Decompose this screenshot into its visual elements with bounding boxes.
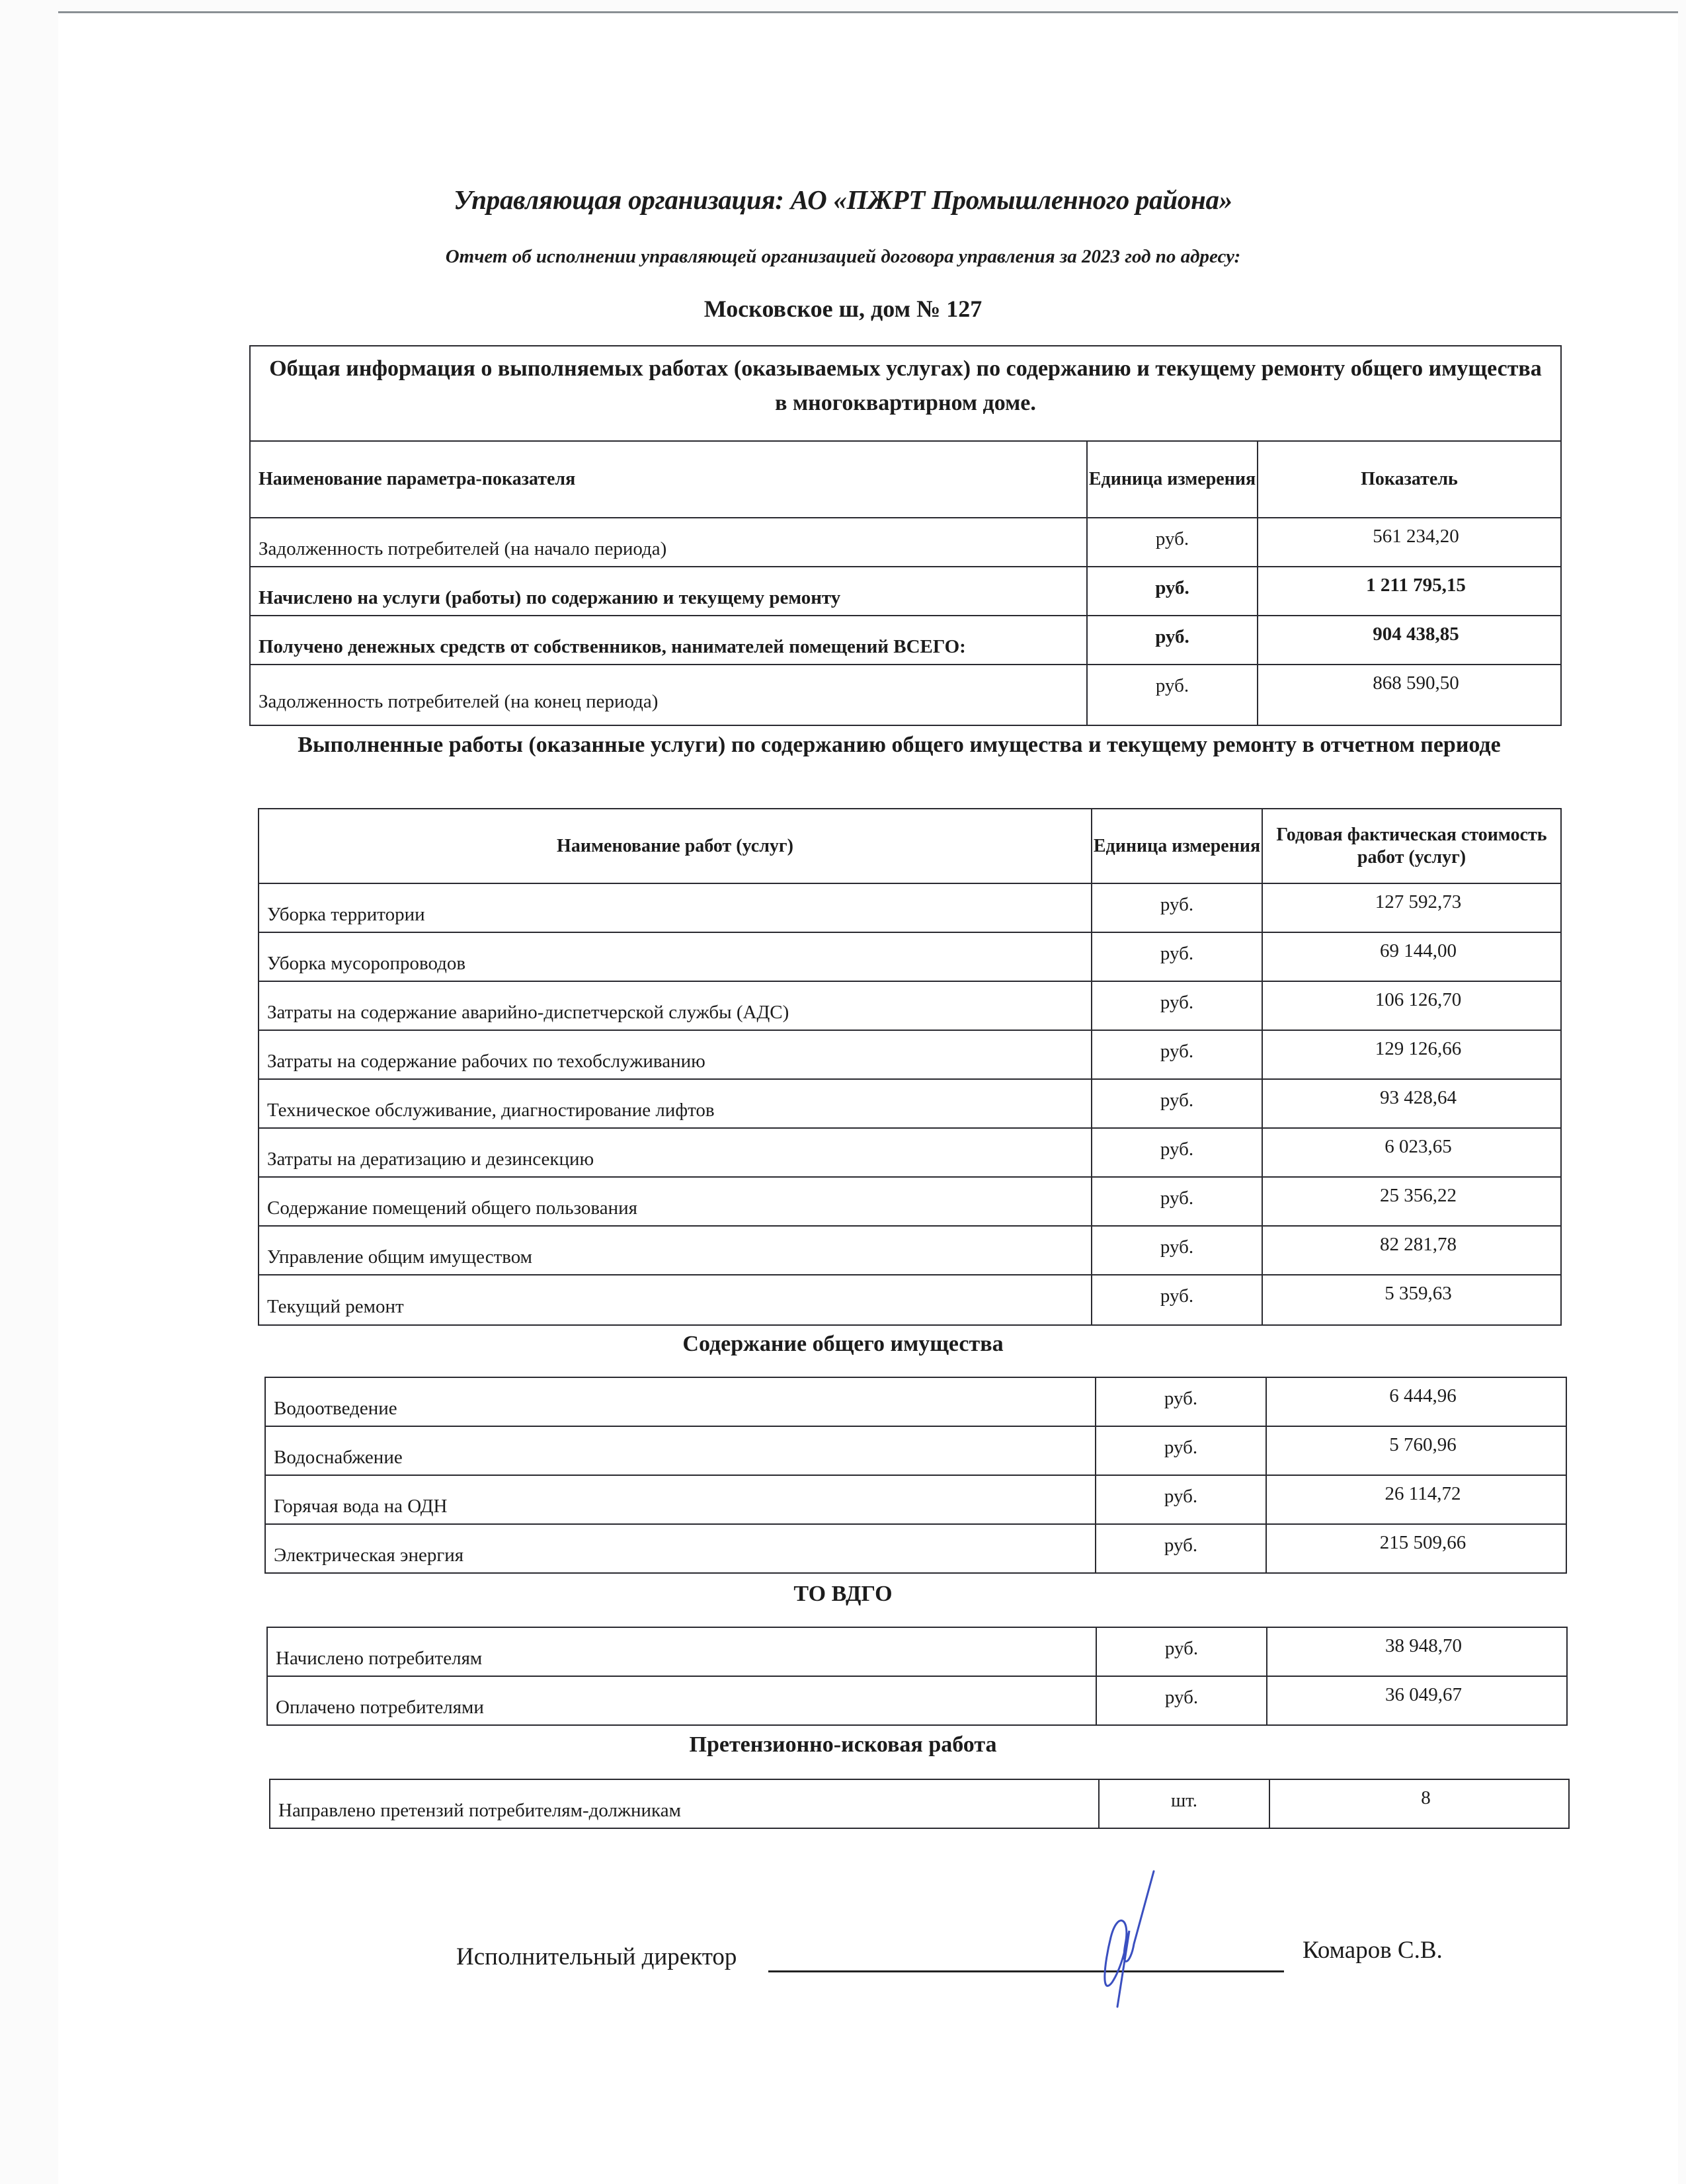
column-header-value: Показатель <box>1258 441 1561 518</box>
row-value: 36 049,67 <box>1267 1676 1567 1725</box>
table-row <box>259 883 1561 932</box>
table-row <box>250 665 1561 725</box>
claims-table <box>269 1779 1570 1829</box>
row-name: Получено денежных средств от собственников, нанимателей помещений ВСЕГО: <box>250 616 1087 665</box>
table-row <box>259 1030 1561 1079</box>
row-value: 82 281,78 <box>1262 1226 1561 1275</box>
table-row <box>265 1426 1566 1475</box>
row-name: Техническое обслуживание, диагностирование лифтов <box>259 1079 1092 1128</box>
organization-title: Управляющая организация: АО «ПЖРТ Промышленного района» <box>454 184 1232 215</box>
row-value: 1 211 795,15 <box>1258 567 1561 616</box>
report-title: Отчет об исполнении управляющей организацией договора управления за 2023 год по адресу: <box>445 246 1241 267</box>
table-row <box>259 1079 1561 1128</box>
common-property-title: Содержание общего имущества <box>682 1332 1004 1356</box>
row-name: Направлено претензий потребителям-должникам <box>270 1779 1099 1828</box>
row-name: Содержание помещений общего пользования <box>259 1177 1092 1226</box>
table-row <box>265 1524 1566 1573</box>
row-name: Задолженность потребителей (на конец периода) <box>250 665 1087 725</box>
common-property-table <box>264 1377 1567 1574</box>
row-unit: руб. <box>1096 1676 1267 1725</box>
column-header-work-name: Наименование работ (услуг) <box>259 809 1092 883</box>
signatory-name: Комаров С.В. <box>1303 1937 1443 1964</box>
row-value: 8 <box>1269 1779 1569 1828</box>
row-unit: руб. <box>1092 932 1262 981</box>
row-name: Начислено потребителям <box>267 1627 1096 1676</box>
row-name: Начислено на услуги (работы) по содержанию и текущему ремонту <box>250 567 1087 616</box>
row-value: 6 023,65 <box>1262 1128 1561 1177</box>
row-value: 93 428,64 <box>1262 1079 1561 1128</box>
table-row <box>267 1627 1567 1676</box>
row-unit: руб. <box>1087 665 1258 725</box>
row-unit: руб. <box>1092 981 1262 1030</box>
row-value: 25 356,22 <box>1262 1177 1561 1226</box>
row-name: Электрическая энергия <box>265 1524 1096 1573</box>
table-row <box>259 981 1561 1030</box>
row-value: 129 126,66 <box>1262 1030 1561 1079</box>
table-row <box>259 1177 1561 1226</box>
row-value: 69 144,00 <box>1262 932 1561 981</box>
row-name: Водоснабжение <box>265 1426 1096 1475</box>
table-row <box>259 932 1561 981</box>
row-name: Задолженность потребителей (на начало периода) <box>250 518 1087 567</box>
row-unit: руб. <box>1092 1226 1262 1275</box>
general-info-table <box>249 345 1562 726</box>
row-name: Уборка мусоропроводов <box>259 932 1092 981</box>
row-unit: руб. <box>1096 1627 1267 1676</box>
signatory-position: Исполнительный директор <box>456 1943 737 1970</box>
table-row <box>259 1128 1561 1177</box>
row-value: 5 359,63 <box>1262 1275 1561 1325</box>
row-name: Текущий ремонт <box>259 1275 1092 1325</box>
row-unit: руб. <box>1092 1030 1262 1079</box>
row-unit: руб. <box>1092 1128 1262 1177</box>
signature-line <box>768 1970 1284 1972</box>
row-value: 868 590,50 <box>1258 665 1561 725</box>
table-row <box>265 1475 1566 1524</box>
row-unit: руб. <box>1092 883 1262 932</box>
row-value: 38 948,70 <box>1267 1627 1567 1676</box>
table-row <box>259 1275 1561 1325</box>
column-header-unit: Единица измерения <box>1092 809 1262 883</box>
row-name: Затраты на содержание рабочих по техобслуживанию <box>259 1030 1092 1079</box>
works-table <box>258 808 1562 1326</box>
row-name: Затраты на содержание аварийно-диспетчерской службы (АДС) <box>259 981 1092 1030</box>
row-unit: руб. <box>1087 567 1258 616</box>
address: Московское ш, дом № 127 <box>703 296 983 322</box>
row-unit: руб. <box>1096 1377 1266 1426</box>
column-header-unit: Единица измерения <box>1087 441 1258 518</box>
column-header-parameter: Наименование параметра-показателя <box>250 441 1087 518</box>
general-info-caption: Общая информация о выполняемых работах (оказываемых услугах) по содержанию и текущему ремонту общего имущества в многоквартирном доме. <box>250 346 1561 441</box>
works-title: Выполненные работы (оказанные услуги) по содержанию общего имущества и текущему ремонту в отчетном периоде <box>298 733 1501 757</box>
row-value: 215 509,66 <box>1266 1524 1566 1573</box>
row-value: 106 126,70 <box>1262 981 1561 1030</box>
row-name: Управление общим имуществом <box>259 1226 1092 1275</box>
row-unit: руб. <box>1096 1475 1266 1524</box>
row-name: Уборка территории <box>259 883 1092 932</box>
row-name: Затраты на дератизацию и дезинсекцию <box>259 1128 1092 1177</box>
table-row <box>250 518 1561 567</box>
table-row <box>267 1676 1567 1725</box>
row-name: Водоотведение <box>265 1377 1096 1426</box>
row-value: 127 592,73 <box>1262 883 1561 932</box>
table-row <box>265 1377 1566 1426</box>
row-unit: руб. <box>1096 1524 1266 1573</box>
row-value: 6 444,96 <box>1266 1377 1566 1426</box>
row-value: 904 438,85 <box>1258 616 1561 665</box>
row-unit: руб. <box>1087 518 1258 567</box>
row-unit: руб. <box>1087 616 1258 665</box>
row-value: 561 234,20 <box>1258 518 1561 567</box>
handwritten-signature-icon <box>1071 1865 1164 2010</box>
row-name: Горячая вода на ОДН <box>265 1475 1096 1524</box>
table-row <box>259 1226 1561 1275</box>
row-unit: шт. <box>1099 1779 1269 1828</box>
column-header-annual-cost: Годовая фактическая стоимость работ (услуг) <box>1262 809 1561 883</box>
row-unit: руб. <box>1092 1177 1262 1226</box>
row-value: 5 760,96 <box>1266 1426 1566 1475</box>
claims-title: Претензионно-исковая работа <box>689 1732 997 1757</box>
row-value: 26 114,72 <box>1266 1475 1566 1524</box>
signature-block <box>456 1931 1514 1984</box>
row-unit: руб. <box>1096 1426 1266 1475</box>
table-row <box>270 1779 1569 1828</box>
row-name: Оплачено потребителями <box>267 1676 1096 1725</box>
table-row <box>250 616 1561 665</box>
vdgo-title: ТО ВДГО <box>793 1582 893 1606</box>
table-row <box>250 567 1561 616</box>
row-unit: руб. <box>1092 1079 1262 1128</box>
row-unit: руб. <box>1092 1275 1262 1325</box>
vdgo-table <box>266 1627 1568 1726</box>
